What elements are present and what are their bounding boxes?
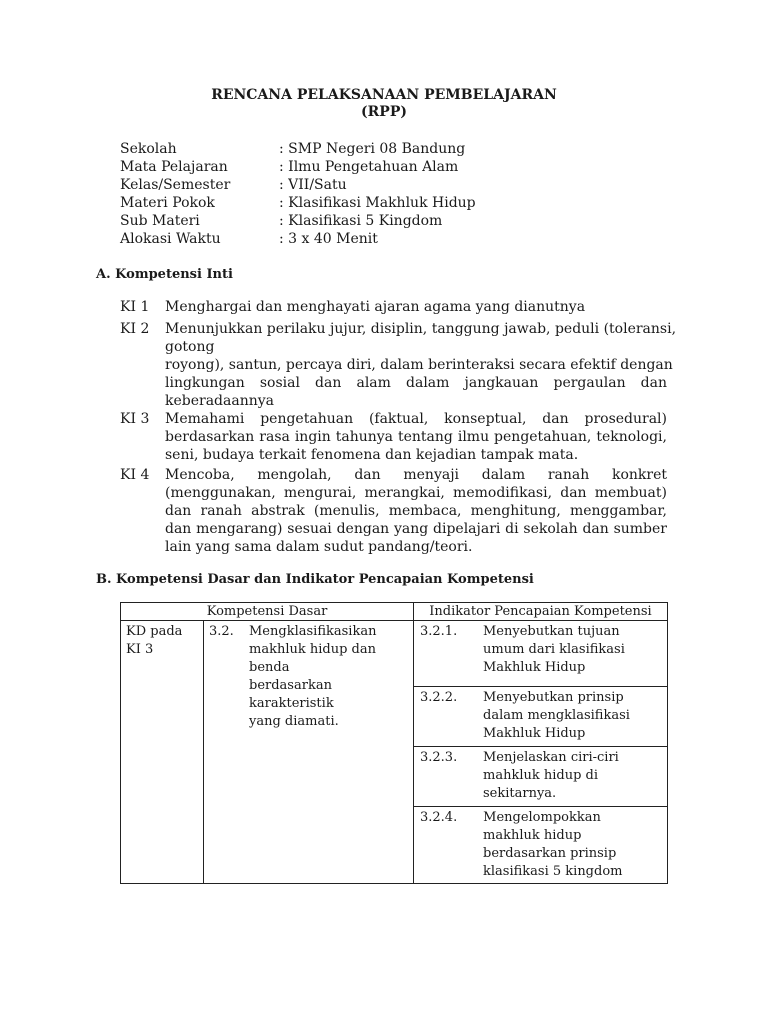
ki-line: Memahami pengetahuan (faktual, konseptual, dan prosedural): [165, 411, 667, 427]
indicator-line: klasifikasi 5 kingdom: [483, 864, 623, 879]
indicator-line: mahkluk hidup di: [483, 768, 599, 783]
document-title: RENCANA PELAKSANAAN PEMBELAJARAN: [211, 87, 557, 103]
indicator-number: 3.2.1.: [420, 624, 458, 639]
ki-code: KI 1: [120, 299, 150, 315]
ki-line: berdasarkan rasa ingin tahunya tentang ilmu pengetahuan, teknologi,: [165, 429, 667, 445]
indicator-line: berdasarkan prinsip: [483, 846, 617, 861]
identity-value: : Klasifikasi 5 Kingdom: [279, 213, 443, 229]
identity-value: : VII/Satu: [279, 177, 347, 193]
ki-line: (menggunakan, mengurai, merangkai, memodifikasi, dan membuat): [165, 485, 667, 501]
ki-line: royong), santun, percaya diri, dalam berinteraksi secara efektif dengan: [165, 357, 673, 373]
table-row-divider: [413, 746, 667, 747]
identity-value: : Ilmu Pengetahuan Alam: [279, 159, 459, 175]
kd-label: KD pada: [126, 624, 183, 639]
ki-line: seni, budaya terkait fenomena dan kejadian tampak mata.: [165, 447, 579, 463]
indicator-line: Mengelompokkan: [479, 810, 601, 825]
indicator-line: makhluk hidup: [483, 828, 582, 843]
indicator-number: 3.2.2.: [420, 690, 458, 705]
section-b-heading: B. Kompetensi Dasar dan Indikator Pencapaian Kompetensi: [96, 572, 534, 587]
ki-line: Mencoba, mengolah, dan menyaji dalam ranah konkret: [165, 467, 667, 483]
identity-value: : Klasifikasi Makhluk Hidup: [279, 195, 476, 211]
indicator-number: 3.2.4.: [420, 810, 458, 825]
table-row-divider: [413, 686, 667, 687]
ki-line: dan mengarang) sesuai dengan yang dipelajari di sekolah dan sumber: [165, 521, 667, 537]
ki-code: KI 4: [120, 467, 150, 483]
kd-label: KI 3: [126, 642, 154, 657]
indicator-number: 3.2.3.: [420, 750, 458, 765]
ki-line: gotong: [165, 339, 215, 355]
ki-code: KI 3: [120, 411, 150, 427]
kd-text-line: karakteristik: [249, 696, 334, 711]
indicator-line: Menjelaskan ciri-ciri: [483, 750, 619, 765]
table-row-divider: [413, 806, 667, 807]
ki-line: Menghargai dan menghayati ajaran agama yang dianutnya: [165, 299, 586, 315]
competency-table: [120, 602, 668, 884]
identity-label: Kelas/Semester: [120, 177, 231, 193]
indicator-line: dalam mengklasifikasi: [483, 708, 630, 723]
identity-label: Alokasi Waktu: [120, 231, 221, 247]
ki-line: lain yang sama dalam sudut pandang/teori.: [165, 539, 473, 555]
identity-label: Materi Pokok: [120, 195, 215, 211]
table-column-divider: [413, 603, 414, 883]
indicator-line: Menyebutkan prinsip: [483, 690, 624, 705]
table-kd-divider: [203, 620, 204, 883]
table-header-kd: Kompetensi Dasar: [206, 604, 328, 619]
kd-text-line: yang diamati.: [249, 714, 339, 729]
identity-value: : SMP Negeri 08 Bandung: [279, 141, 466, 157]
kd-text-line: Mengklasifikasikan: [249, 624, 377, 639]
ki-line: dan ranah abstrak (menulis, membaca, menghitung, menggambar,: [165, 503, 667, 519]
table-header-indicator: Indikator Pencapaian Kompetensi: [429, 604, 652, 619]
ki-line: Menunjukkan perilaku jujur, disiplin, tanggung jawab, peduli (toleransi,: [165, 321, 677, 337]
identity-label: Mata Pelajaran: [120, 159, 228, 175]
kd-text-line: benda: [249, 660, 290, 675]
indicator-line: Makhluk Hidup: [483, 660, 586, 675]
kd-text-line: makhluk hidup dan: [249, 642, 376, 657]
ki-line: keberadaannya: [165, 393, 274, 409]
indicator-line: Menyebutkan tujuan: [483, 624, 620, 639]
identity-label: Sekolah: [120, 141, 177, 157]
indicator-line: sekitarnya.: [483, 786, 557, 801]
identity-value: : 3 x 40 Menit: [279, 231, 378, 247]
document-subtitle: (RPP): [361, 104, 407, 120]
section-a-heading: A. Kompetensi Inti: [96, 267, 233, 282]
identity-label: Sub Materi: [120, 213, 200, 229]
ki-code: KI 2: [120, 321, 150, 337]
kd-number: 3.2.: [209, 624, 234, 639]
indicator-line: Makhluk Hidup: [483, 726, 586, 741]
kd-text-line: berdasarkan: [249, 678, 332, 693]
ki-line: lingkungan sosial dan alam dalam jangkauan pergaulan dan: [165, 375, 667, 391]
indicator-line: umum dari klasifikasi: [483, 642, 625, 657]
